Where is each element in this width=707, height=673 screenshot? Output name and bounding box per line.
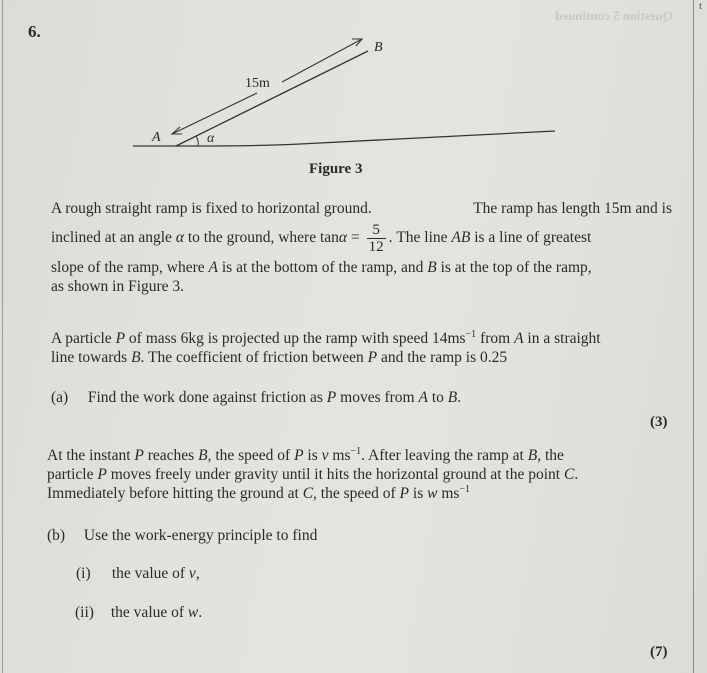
after-paragraph xyxy=(47,446,670,503)
tan-fraction: $\frac{5}{12}$ xyxy=(368,222,384,255)
particle-paragraph xyxy=(51,329,672,367)
intro-line-4: as shown in Figure 3. xyxy=(51,278,185,295)
after-line-3: Immediately before hitting the ground at C, the speed of P is w $ms^{-1}$ xyxy=(47,484,471,502)
label-angle-alpha: α xyxy=(207,131,215,146)
part-b: (b) Use the work-energy principle to find xyxy=(47,527,318,544)
bleed-through-text: Question 5 continued xyxy=(555,8,673,23)
after-line-1: At the instant P reaches B, the speed of P is v $ms^{-1}$. After leaving the ramp at B, the xyxy=(47,446,564,464)
part-a-label: (a) xyxy=(51,389,69,406)
intro-line-1: A rough straight ramp is fixed to horizontal ground. The ramp has length 15m and is xyxy=(51,200,672,217)
part-b-marks: (7) xyxy=(650,644,668,660)
part-b-i: (i) the value of v, xyxy=(76,565,200,582)
label-point-a: A xyxy=(152,130,161,145)
edge-mark: t xyxy=(699,0,703,12)
part-b-label: (b) xyxy=(47,527,66,544)
ramp-line xyxy=(176,51,368,146)
part-b-ii: (ii) the value of w. xyxy=(75,604,203,621)
part-a: (a) Find the work done against friction as P moves from A to B. xyxy=(51,389,462,406)
intro-paragraph xyxy=(51,199,672,296)
part-a-marks: (3) xyxy=(650,414,668,430)
ground-line xyxy=(133,131,555,146)
part-b-i-label: (i) xyxy=(76,565,91,582)
question-number: 6. xyxy=(28,22,41,41)
angle-arc xyxy=(196,136,198,146)
particle-line-1: A particle P of mass 6kg is projected up the ramp with speed $14ms^{-1}$ from A in a straight xyxy=(51,329,601,347)
intro-line-2: inclined at an angle α to the ground, where tanα = $\frac{5}{12}$ . The line AB is a line of greatest xyxy=(51,222,592,255)
arrowhead-b-icon xyxy=(352,39,362,46)
label-point-b: B xyxy=(374,40,383,55)
after-line-2: particle P moves freely under gravity until it hits the horizontal ground at the point C. xyxy=(47,466,579,483)
dimension-line-lower xyxy=(172,93,257,134)
intro-line-3: slope of the ramp, where A is at the bottom of the ramp, and B is at the top of the ramp, xyxy=(51,259,592,276)
part-b-ii-label: (ii) xyxy=(75,604,94,621)
label-15m: 15m xyxy=(245,76,270,91)
figure-caption: Figure 3 xyxy=(309,161,363,177)
particle-line-2: line towards B. The coefficient of friction between P and the ramp is 0.25 xyxy=(51,349,508,366)
